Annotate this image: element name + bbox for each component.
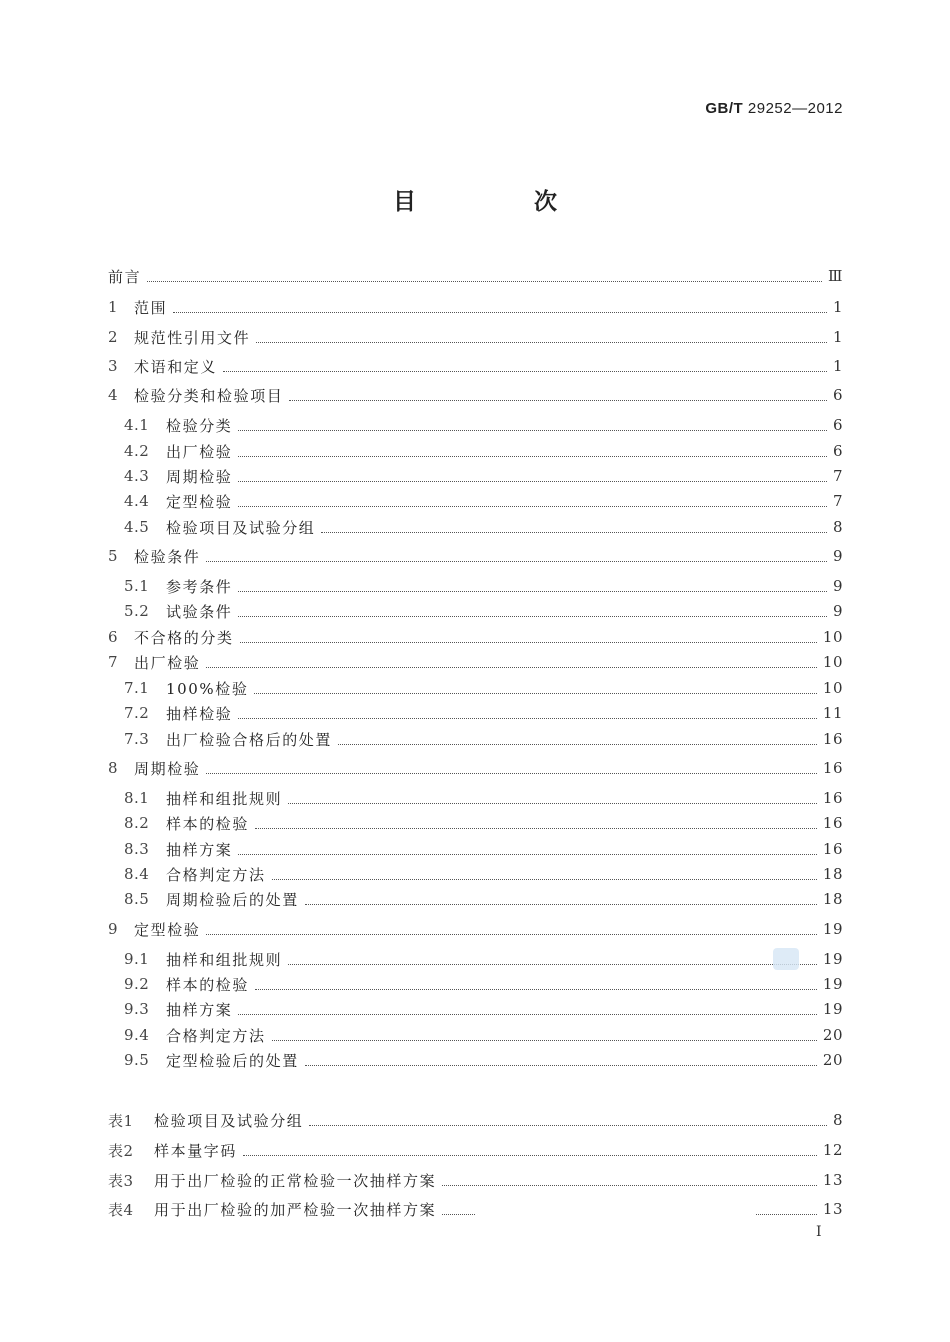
toc-entry-page: 7 — [832, 467, 843, 485]
toc-entry-number: 表3 — [108, 1171, 134, 1190]
toc-entry-number: 8.2 — [124, 814, 150, 832]
leader-dots — [254, 693, 816, 694]
toc-entry-page: 16 — [822, 840, 843, 858]
toc-entry-number: 9.4 — [124, 1026, 150, 1044]
toc-entry[interactable] — [108, 326, 843, 348]
toc-entry[interactable] — [108, 651, 843, 673]
leader-dots — [272, 879, 817, 880]
leader-dots — [442, 1185, 817, 1186]
toc-entry[interactable] — [108, 265, 843, 287]
leader-dots — [238, 616, 827, 617]
leader-dots — [206, 561, 827, 562]
leader-dots — [256, 342, 827, 343]
toc-entry-number: 5 — [108, 547, 119, 565]
toc-entry-number: 7 — [108, 653, 119, 671]
toc-entry-number: 5.2 — [124, 602, 150, 620]
toc-entry[interactable] — [108, 545, 843, 567]
toc-entry-page: 1 — [832, 298, 843, 316]
leader-dots — [147, 281, 822, 282]
toc-entry-page: Ⅲ — [828, 267, 843, 285]
standard-code — [705, 100, 843, 117]
toc-entry-label: 抽样和组批规则 — [166, 789, 283, 808]
toc-entry-label: 合格判定方法 — [166, 865, 266, 884]
leader-dots — [272, 1040, 817, 1041]
toc-entry-number: 2 — [108, 328, 119, 346]
toc-entry-label: 合格判定方法 — [166, 1026, 266, 1045]
toc-entry[interactable] — [124, 516, 843, 538]
toc-entry-page: 6 — [832, 416, 843, 434]
toc-entry-page: 6 — [832, 442, 843, 460]
toc-entry-number: 8.4 — [124, 865, 150, 883]
leader-dots — [305, 1065, 817, 1066]
toc-entry[interactable] — [124, 1024, 843, 1046]
toc-entry-page: 16 — [822, 759, 843, 777]
leader-dots — [238, 854, 817, 855]
leader-dots — [240, 642, 817, 643]
toc-entry[interactable] — [124, 1049, 843, 1071]
toc-entry-label: 周期检验后的处置 — [166, 890, 299, 909]
toc-entry-number: 1 — [108, 298, 119, 316]
toc-entry-page: 19 — [822, 1000, 843, 1018]
toc-entry-label: 100%检验 — [166, 679, 249, 698]
toc-entry-label: 抽样和组批规则 — [166, 950, 283, 969]
toc-entry-number: 9.1 — [124, 950, 150, 968]
toc-entry-label: 出厂检验 — [134, 653, 201, 672]
table-list-entry[interactable] — [108, 1139, 843, 1161]
toc-entry-page: 16 — [822, 814, 843, 832]
toc-entry[interactable] — [124, 575, 843, 597]
toc-entry-page: 9 — [832, 577, 843, 595]
toc-entry-number: 8 — [108, 759, 119, 777]
toc-entry-label: 定型检验后的处置 — [166, 1051, 299, 1070]
leader-dots — [338, 744, 817, 745]
leader-dots — [305, 904, 817, 905]
toc-entry[interactable] — [124, 787, 843, 809]
leader-dots — [243, 1155, 817, 1156]
leader-dots — [309, 1125, 827, 1126]
leader-dots — [173, 312, 827, 313]
leader-dots — [255, 989, 817, 990]
toc-entry-page: 20 — [822, 1026, 843, 1044]
toc-entry-page: 19 — [822, 950, 843, 968]
toc-entry-label: 术语和定义 — [134, 357, 218, 376]
toc-entry-page: 13 — [822, 1200, 843, 1218]
toc-entry-page: 1 — [832, 328, 843, 346]
toc-entry-page: 16 — [822, 730, 843, 748]
toc-entry-number: 4.4 — [124, 492, 150, 510]
toc-entry[interactable] — [124, 888, 843, 910]
toc-entry-label: 出厂检验合格后的处置 — [166, 730, 333, 749]
toc-entry[interactable] — [124, 973, 843, 995]
toc-entry-label: 检验分类和检验项目 — [134, 386, 284, 405]
toc-entry-label: 用于出厂检验的正常检验一次抽样方案 — [154, 1171, 437, 1190]
toc-entry[interactable] — [124, 728, 843, 750]
toc-entry-label: 周期检验 — [134, 759, 201, 778]
page-title: 目 次 — [392, 188, 612, 215]
toc-entry-page: 9 — [832, 547, 843, 565]
toc-entry-number: 6 — [108, 628, 119, 646]
toc-entry[interactable] — [124, 948, 843, 970]
toc-entry[interactable] — [124, 600, 843, 622]
toc-entry-label: 不合格的分类 — [134, 628, 234, 647]
toc-entry-page: 20 — [822, 1051, 843, 1069]
toc-entry-label: 抽样方案 — [166, 1000, 233, 1019]
toc-entry-number: 9 — [108, 920, 119, 938]
toc-entry-label: 检验项目及试验分组 — [154, 1111, 304, 1130]
toc-entry[interactable] — [124, 465, 843, 487]
toc-entry-number: 表4 — [108, 1200, 134, 1219]
toc-entry-label: 抽样检验 — [166, 704, 233, 723]
toc-entry-page: 10 — [822, 653, 843, 671]
leader-dots — [238, 591, 827, 592]
toc-entry[interactable] — [124, 702, 843, 724]
toc-entry-page: 9 — [832, 602, 843, 620]
toc-entry-number: 8.3 — [124, 840, 150, 858]
toc-entry-number: 9.2 — [124, 975, 150, 993]
leader-dots — [238, 506, 827, 507]
toc-entry-number: 4.2 — [124, 442, 150, 460]
leader-dots — [255, 828, 817, 829]
toc-entry-label: 规范性引用文件 — [134, 328, 251, 347]
table-list-entry[interactable] — [108, 1169, 843, 1191]
toc-entry-label: 范围 — [134, 298, 168, 317]
toc-entry-number: 7.3 — [124, 730, 150, 748]
toc-entry[interactable] — [108, 757, 843, 779]
toc-entry-label: 试验条件 — [166, 602, 233, 621]
toc-entry-number: 8.1 — [124, 789, 150, 807]
toc-entry-page: 18 — [822, 865, 843, 883]
toc-entry[interactable] — [124, 838, 843, 860]
toc-entry-label: 样本的检验 — [166, 975, 250, 994]
toc-entry-page: 11 — [822, 704, 843, 722]
leader-dots — [238, 456, 827, 457]
leader-dots — [206, 667, 817, 668]
toc-entry-number: 3 — [108, 357, 119, 375]
toc-entry-label: 用于出厂检验的加严检验一次抽样方案 — [154, 1200, 437, 1219]
toc-entry-number: 4.5 — [124, 518, 150, 536]
leader-dots — [206, 773, 817, 774]
toc-entry-number: 4.3 — [124, 467, 150, 485]
toc-entry[interactable] — [124, 812, 843, 834]
toc-entry-page: 12 — [822, 1141, 843, 1159]
toc-entry-label: 检验分类 — [166, 416, 233, 435]
toc-entry-page: 1 — [832, 357, 843, 375]
toc-entry-label: 检验项目及试验分组 — [166, 518, 316, 537]
toc-entry[interactable] — [108, 384, 843, 406]
toc-entry[interactable] — [124, 677, 843, 699]
leader-dots — [288, 964, 817, 965]
leader-dots — [223, 371, 827, 372]
leader-dots — [321, 532, 827, 533]
leader-dots — [289, 400, 827, 401]
toc-entry[interactable] — [124, 414, 843, 436]
toc-entry-number: 4.1 — [124, 416, 150, 434]
toc-entry-label: 周期检验 — [166, 467, 233, 486]
leader-dots — [238, 430, 827, 431]
toc-entry-page: 16 — [822, 789, 843, 807]
toc-entry-page: 19 — [822, 920, 843, 938]
toc-entry-page: 10 — [822, 628, 843, 646]
toc-entry-label: 参考条件 — [166, 577, 233, 596]
toc-entry-number: 7.1 — [124, 679, 150, 697]
toc-entry-number: 7.2 — [124, 704, 150, 722]
page-number: I — [816, 1224, 822, 1240]
leader-dots — [206, 934, 817, 935]
toc-entry-label: 抽样方案 — [166, 840, 233, 859]
table-list-entry[interactable] — [108, 1198, 843, 1220]
toc-entry-label: 样本的检验 — [166, 814, 250, 833]
toc-entry[interactable] — [124, 998, 843, 1020]
toc-entry-label: 出厂检验 — [166, 442, 233, 461]
toc-entry-number: 表2 — [108, 1141, 134, 1160]
toc-entry-page: 8 — [832, 1111, 843, 1129]
table-list-entry[interactable] — [108, 1109, 843, 1131]
toc-entry[interactable] — [108, 626, 843, 648]
leader-dots — [288, 803, 817, 804]
toc-entry-number: 8.5 — [124, 890, 150, 908]
toc-entry-page: 7 — [832, 492, 843, 510]
toc-entry-page: 13 — [822, 1171, 843, 1189]
toc-entry-page: 18 — [822, 890, 843, 908]
toc-entry[interactable] — [108, 296, 843, 318]
toc-entry[interactable] — [108, 355, 843, 377]
leader-dots — [238, 481, 827, 482]
toc-entry-page: 19 — [822, 975, 843, 993]
toc-entry-label: 定型检验 — [134, 920, 201, 939]
leader-dots — [238, 1014, 817, 1015]
standard-prefix: GB/T — [705, 100, 744, 117]
toc-entry-number: 4 — [108, 386, 119, 404]
toc-entry-number: 5.1 — [124, 577, 150, 595]
toc-entry-number: 表1 — [108, 1111, 134, 1130]
standard-number: 29252—2012 — [747, 100, 843, 117]
toc-entry-page: 10 — [822, 679, 843, 697]
toc-entry-number: 9.3 — [124, 1000, 150, 1018]
toc-entry-page: 6 — [832, 386, 843, 404]
leader-dots — [238, 718, 817, 719]
toc-entry-label: 样本量字码 — [154, 1141, 238, 1160]
watermark-logo — [773, 948, 799, 970]
toc-entry[interactable] — [124, 863, 843, 885]
leader-gap — [476, 1206, 756, 1216]
toc-entry[interactable] — [108, 918, 843, 940]
toc-entry-label: 检验条件 — [134, 547, 201, 566]
toc-entry-label: 定型检验 — [166, 492, 233, 511]
toc-entry-number: 9.5 — [124, 1051, 150, 1069]
toc-entry[interactable] — [124, 490, 843, 512]
toc-entry-label: 前言 — [108, 267, 142, 286]
toc-entry-page: 8 — [832, 518, 843, 536]
toc-entry[interactable] — [124, 440, 843, 462]
